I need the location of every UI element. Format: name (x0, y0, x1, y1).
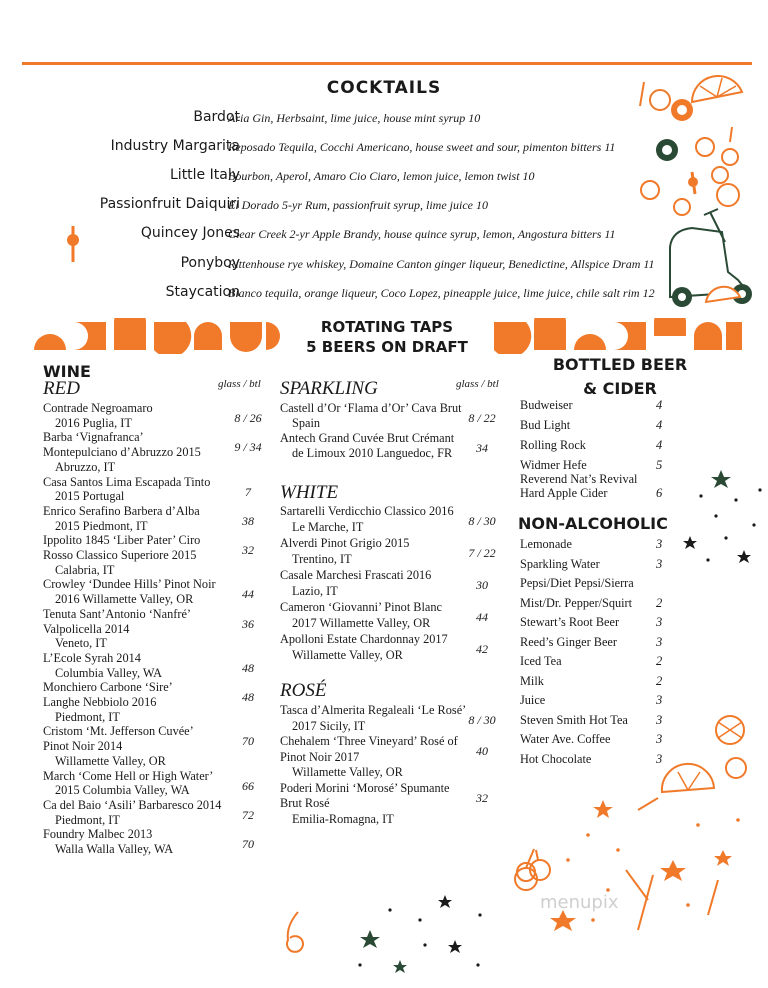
wine-line: Brut Rosé (280, 796, 330, 810)
cocktail-desc: Rittenhouse rye whiskey, Domaine Canton ginger liqueur, Benedictine, Allspice Dram 11 (228, 257, 655, 271)
wine-line: Monchiero Carbone ‘Sire’ (43, 680, 173, 695)
white-heading: WHITE (280, 482, 339, 503)
cocktail-name: Staycation (165, 284, 240, 300)
wine-price: 36 (242, 616, 254, 631)
beverage-name: Widmer Hefe (520, 458, 587, 472)
wine-price: 8 / 30 (468, 713, 496, 727)
wine-line: Tasca d’Almerita Regaleali ‘Le Rosé’ (280, 703, 467, 717)
wine-line: Valpolicella 2014 (43, 621, 130, 636)
beverage-price: 4 (656, 438, 663, 452)
bottled-beer-heading (520, 353, 720, 401)
cocktails-heading: COCKTAILS (326, 78, 442, 98)
wine-line: Spain (292, 416, 321, 430)
wine-line: Columbia Valley, WA (55, 665, 163, 680)
beverage-name: Iced Tea (520, 654, 562, 668)
billiard-ball-icon (650, 90, 693, 121)
wine-line: Le Marche, IT (292, 519, 364, 534)
beverage-price: 2 (656, 654, 663, 668)
wine-line: Alverdi Pinot Grigio 2015 (280, 536, 410, 550)
wine-line: Antech Grand Cuvée Brut Crémant (280, 431, 455, 445)
beverage-price: 3 (656, 712, 663, 727)
wine-price: 7 / 22 (468, 546, 496, 560)
beverage-name: Water Ave. Coffee (520, 732, 611, 746)
beverage-name: Milk (520, 673, 544, 688)
sparkling-heading: SPARKLING (280, 378, 378, 399)
wine-line: Barba ‘Vignafranca’ (43, 430, 144, 445)
wine-heading: WINE (43, 362, 91, 381)
beverage-name: Pepsi/Diet Pepsi/Sierra (520, 576, 634, 590)
taps-line-2: 5 BEERS ON DRAFT (306, 338, 468, 356)
beverage-price: 6 (656, 486, 663, 500)
beverage-name: Rolling Rock (520, 438, 586, 452)
beverage-price: 4 (656, 398, 663, 412)
wine-line: Crowley ‘Dundee Hills’ Pinot Noir (43, 577, 216, 592)
beverage-price: 2 (656, 673, 663, 688)
bottled-line-1: BOTTLED BEER (552, 355, 688, 374)
beverage-price: 5 (656, 458, 663, 472)
wine-line: Casa Santos Lima Escapada Tinto (43, 474, 211, 489)
wine-price: 48 (242, 660, 254, 675)
wine-line: Abruzzo, IT (55, 459, 116, 474)
orange-swirl-icon (280, 908, 310, 958)
beverage-name: Reverend Nat’s Revival (520, 472, 638, 486)
wine-line: Ippolito 1845 ‘Liber Pater’ Ciro (43, 533, 201, 548)
top-rule (22, 62, 752, 65)
star-cluster-bottom (350, 880, 500, 980)
wine-line: Willamette Valley, OR (55, 753, 166, 768)
right-shape-band (490, 318, 746, 354)
beverage-price: 2 (656, 595, 663, 610)
wine-line: 2016 Puglia, IT (55, 415, 132, 430)
wine-price: 8 / 30 (468, 514, 496, 528)
wine-price: 44 (242, 587, 254, 602)
wine-price: 70 (242, 734, 254, 749)
wine-line: Veneto, IT (55, 636, 107, 651)
cocktail-pick-icon (62, 224, 84, 264)
wine-price: 8 / 22 (468, 411, 496, 425)
cocktail-desc: Clear Creek 2-yr Apple Brandy, house quince syrup, lemon, Angostura bitters 11 (228, 227, 616, 241)
wine-price: 7 (245, 484, 251, 499)
wine-line: Walla Walla Valley, WA (55, 842, 174, 856)
wine-line: 2016 Willamette Valley, OR (55, 592, 194, 607)
wine-line: Pinot Noir 2017 (280, 749, 360, 764)
wine-line: Foundry Malbec 2013 (43, 827, 153, 842)
wine-line: Apolloni Estate Chardonnay 2017 (280, 632, 448, 646)
wine-line: Montepulciano d’Abruzzo 2015 (43, 445, 201, 460)
wine-line: Casale Marchesi Frascati 2016 (280, 568, 432, 582)
beverage-name: Stewart’s Root Beer (520, 615, 620, 629)
beverage-price: 4 (656, 418, 663, 432)
wine-price: 34 (476, 441, 488, 455)
wine-price: 40 (476, 744, 488, 758)
wine-line: Tenuta Sant’Antonio ‘Nanfré’ (43, 606, 192, 621)
wine-line: Contrade Negroamaro (43, 401, 153, 415)
rotating-taps-heading (282, 317, 492, 357)
red-heading: RED (43, 378, 80, 399)
cocktail-desc: Aria Gin, Herbsaint, lime juice, house mint syrup 10 (228, 111, 481, 125)
wine-line: Chehalem ‘Three Vineyard’ Rosé of (280, 734, 458, 748)
wine-line: Poderi Morini ‘Morosé’ Spumante (280, 780, 450, 795)
eight-ball-icon (656, 139, 678, 161)
wine-line: Piedmont, IT (55, 709, 120, 724)
wine-line: 2015 Portugal (55, 489, 125, 504)
wine-price: 32 (476, 790, 488, 805)
wine-price: 30 (476, 578, 488, 592)
beverage-name: Steven Smith Hot Tea (520, 712, 628, 727)
wine-line: 2015 Piedmont, IT (55, 518, 148, 533)
cocktail-name: Passionfruit Daiquiri (99, 196, 240, 212)
beverage-price: 3 (656, 556, 663, 571)
beverage-name: Juice (520, 693, 546, 707)
beverage-price: 3 (656, 615, 663, 629)
beverage-name: Bud Light (520, 418, 571, 432)
cocktail-desc: Bourbon, Aperol, Amaro Cio Ciaro, lemon juice, lemon twist 10 (228, 169, 535, 183)
watermark: menupix (540, 892, 619, 913)
wine-price: 42 (476, 642, 488, 656)
beverage-price: 3 (656, 732, 663, 746)
red-glass-btl-label: glass / btl (218, 378, 261, 390)
wine-price: 32 (242, 543, 254, 558)
beverage-price: 3 (656, 751, 663, 766)
beverage-name: Reed’s Ginger Beer (520, 634, 617, 649)
cherry-icon (512, 845, 552, 895)
cocktail-name: Industry Margarita (110, 138, 240, 154)
wine-line: Ca del Baio ‘Asili’ Barbaresco 2014 (43, 797, 222, 812)
wine-line: March ‘Come Hell or High Water’ (43, 768, 214, 783)
wine-price: 66 (242, 778, 254, 793)
wine-line: Cristom ‘Mt. Jefferson Cuvée’ (43, 724, 194, 739)
bottled-line-2: & CIDER (583, 379, 657, 398)
cocktail-name: Ponyboy (180, 255, 240, 271)
cocktail-name: Quincey Jones (140, 225, 240, 241)
cocktail-desc: Reposado Tequila, Cocchi Americano, house sweet and sour, pimenton bitters 11 (228, 140, 616, 154)
wine-line: Emilia-Romagna, IT (292, 811, 394, 826)
left-shape-band (30, 318, 286, 354)
wine-line: Calabria, IT (55, 562, 115, 577)
wine-line: 2015 Columbia Valley, WA (55, 783, 190, 798)
beverage-name: Lemonade (520, 537, 572, 551)
wine-price: 44 (476, 610, 488, 624)
wine-line: Trentino, IT (292, 551, 352, 566)
wine-line: Enrico Serafino Barbera d’Alba (43, 503, 200, 518)
wine-price: 72 (242, 807, 254, 822)
beverage-name: Hot Chocolate (520, 751, 592, 766)
wine-line: Willamette Valley, OR (292, 647, 403, 662)
beverage-price: 3 (656, 693, 663, 707)
beverage-name: Sparkling Water (520, 556, 600, 571)
wine-line: Willamette Valley, OR (292, 765, 403, 779)
beverage-price: 3 (656, 634, 663, 649)
wine-line: Rosso Classico Superiore 2015 (43, 548, 197, 562)
beverage-name: Budweiser (520, 398, 573, 412)
cocktail-name: Little Italy (170, 167, 240, 183)
wine-line: Lazio, IT (292, 583, 338, 598)
wine-line: Pinot Noir 2014 (43, 739, 123, 754)
beverage-name: Mist/Dr. Pepper/Squirt (520, 595, 633, 610)
sparkling-glass-btl-label: glass / btl (456, 378, 499, 390)
star-cluster-dark (676, 460, 768, 580)
wine-line: 2017 Willamette Valley, OR (292, 615, 431, 630)
orange-slice-icon (692, 76, 742, 102)
wine-price: 9 / 34 (234, 440, 262, 455)
wine-line: 2017 Sicily, IT (292, 718, 366, 733)
taps-line-1: ROTATING TAPS (320, 318, 454, 336)
non-alcoholic-heading: NON-ALCOHOLIC (518, 514, 668, 533)
wine-price: 38 (242, 513, 254, 528)
cocktail-desc: El Dorado 5-yr Rum, passionfruit syrup, lime juice 10 (228, 198, 488, 212)
beverage-price: 3 (656, 537, 663, 551)
wine-line: Castell d’Or ‘Flama d’Or’ Cava Brut (280, 401, 462, 415)
wine-line: L’Ecole Syrah 2014 (43, 650, 141, 665)
decorations-top-right (630, 72, 765, 317)
wine-price: 48 (242, 690, 254, 705)
wine-price: 8 / 26 (234, 411, 262, 425)
beverage-name: Hard Apple Cider (520, 486, 608, 500)
wine-line: Sartarelli Verdicchio Classico 2016 (280, 504, 454, 518)
wine-line: de Limoux 2010 Languedoc, FR (292, 446, 453, 460)
rose-heading: ROSÉ (280, 680, 327, 701)
cocktail-name: Bardot (193, 109, 240, 125)
wine-price: 70 (242, 837, 254, 852)
wine-line: Cameron ‘Giovanni’ Pinot Blanc (280, 600, 442, 614)
wine-line: Langhe Nebbiolo 2016 (43, 695, 157, 709)
cocktail-desc: Blanco tequila, orange liqueur, Coco Lopez, pineapple juice, lime juice, chile salt rim 12 (228, 286, 655, 300)
wine-line: Piedmont, IT (55, 812, 120, 827)
